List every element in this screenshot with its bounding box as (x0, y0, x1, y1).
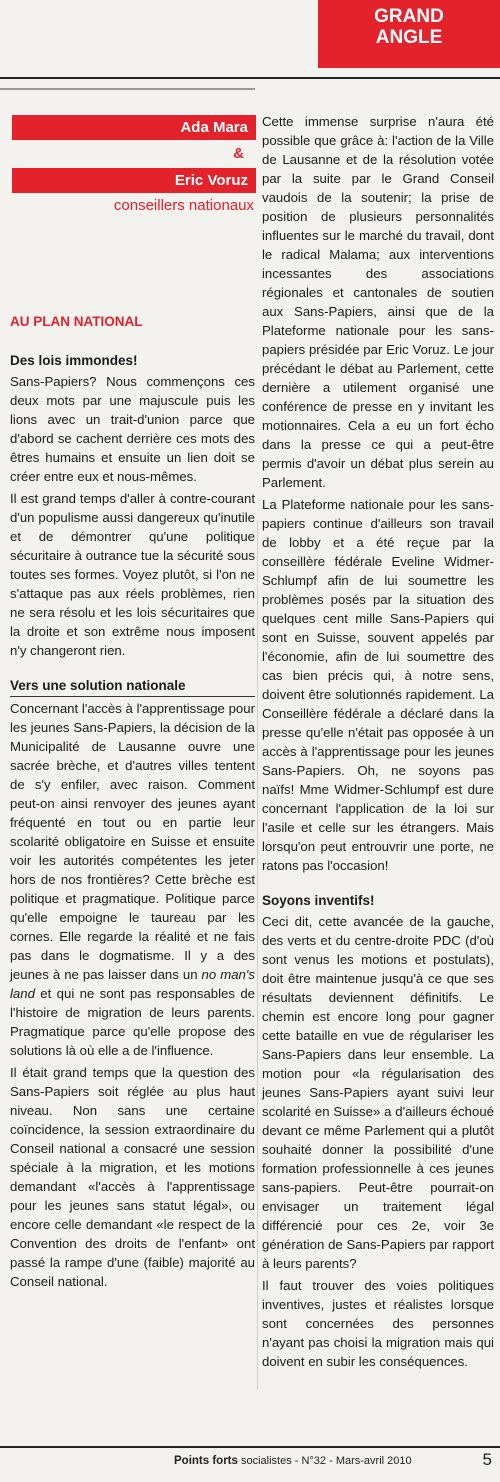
subheading-1: Des lois immondes! (10, 353, 138, 368)
author-role: conseillers nationaux (113, 197, 254, 214)
paragraph-1: Sans-Papiers? Nous commençons ces deux mots par une majuscule puis les lions avec un trait-d'union parce que d'abord se cachent derrière ces mots des êtres humains et ensuite un lien doit se créer entre eux et nous-mêmes. (10, 374, 255, 484)
right-column (262, 112, 494, 1374)
footer (174, 1455, 412, 1467)
author-2: Eric Voruz (12, 168, 256, 193)
author-1: Ada Mara (12, 115, 256, 140)
section-label: AU PLAN NATIONAL (10, 314, 143, 329)
top-rule (0, 77, 500, 79)
footer-info: socialistes - N°32 - Mars-avril 2010 (237, 1455, 412, 1467)
paragraph-8: Il faut trouver des voies politiques inventives, justes et réalistes lorsque sont concernées des personnes n'ayant pas choisi la migration mais qui doivent en subir les conséquences. (262, 1278, 494, 1369)
paragraph-3: Concernant l'accès à l'apprentissage pour les jeunes Sans-Papiers, la décision de la Municipalité de Lausanne ouvre une sacrée brèche, et d'autres villes tentent de s'y enfiler, avec raison. Comment peut-on ainsi renvoyer des jeunes ayant fréquenté en tout ou en partie leur scolarité obligatoire en Suisse et ensuite voir les autorités compétentes les jeter hors de nos frontières? Cette brèche est politique et pragmatique. Politique parce qu'elle empoigne le taureau par les cornes. Elle regarde la réalité et ne fais pas dans le dogmatisme. Il y a des jeunes à ne pas laisser dans un no man's land et qui ne sont pas responsables de l'histoire de migration de leurs parents. Pragmatique parce qu'elle propose des solutions là où elle a de l'influence. (10, 701, 255, 1058)
emphasis: no man's land (10, 967, 255, 1001)
subheading-2: Vers une solution nationale (10, 676, 255, 697)
paragraph-5: Cette immense surprise n'aura été possible que grâce à: l'action de la Ville de Lausanne et de la résolution votée par la suite par le Grand Conseil vaudois de la soutenir; la prise de position de plusieurs personnalités influentes sur le marché du travail, dont le radical Malama; aux interventions incessantes des associations régionales et cantonales de soutien aux Sans-Papiers, ainsi que de la Plateforme nationale pour les sans-papiers présidée par Eric Voruz. Le jour précédant le débat au Parlement, cette dernière a utilement organisé une conférence de presse en y invitant les motionnaires. Cela a eu un fort écho dans la presse ce qui a peut-être permis d'avoir un débat plus serein au Parlement. (262, 114, 494, 490)
footer-title: Points forts (174, 1455, 238, 1467)
column-divider (257, 520, 258, 1390)
section-tag-line2: ANGLE (375, 27, 443, 48)
ampersand: & (233, 145, 244, 162)
paragraph-4: Il était grand temps que la question des Sans-Papiers soit réglée au plus haut niveau. Non sans une certaine coïncidence, la session extraordinaire du Conseil national a consacré une session spéciale à la migration, et les motions demandant «l'accès à l'apprentissage pour les jeunes sans statut légal», ou encore celle demandant «le respect de la Convention des droits de l'enfant» ont passé la rampe d'une (faible) majorité au Conseil national. (10, 1065, 255, 1289)
subheading-3: Soyons inventifs! (262, 893, 375, 908)
byline (12, 115, 256, 214)
paragraph-2: Il est grand temps d'aller à contre-courant d'un populisme aussi dangereux qu'inutile et de démontrer qu'une politique sécuritaire à outrance tue la sécurité sous toutes ses formes. Voyez plutôt, si l'on ne s'attaque pas aux réels problèmes, rien ne sera résolu et les lois sécuritaires que la droite et son extrême nous imposent n'y changeront rien. (10, 491, 255, 658)
footer-rule (0, 1446, 500, 1448)
section-tag-line1: GRAND (374, 6, 444, 27)
paragraph-6: La Plateforme nationale pour les sans-papiers continue d'ailleurs son travail de lobby et a été reçue par la conseillère fédérale Eveline Widmer-Schlumpf afin de lui soumettre les problèmes posés par la situation des quelques cent mille Sans-Papiers qui sont en Suisse, souvent appelés par l'économie, afin de lui soumettre des cas bien précis qui, à notre sens, doivent être solutionnés rapidement. La Conseillère fédérale a déclaré dans la presse qu'elle n'était pas opposée à un accès à l'apprentissage pour les jeunes Sans-Papiers. Oh, ne soyons pas naïfs! Mme Widmer-Schlumpf est dure concernant l'application de la loi sur l'asile et celle sur les étrangers. Mais lorsqu'on peut entrouvrir une porte, ne ratons pas l'occasion! (262, 497, 494, 873)
paragraph-7: Ceci dit, cette avancée de la gauche, des verts et du centre-droite PDC (d'où sont venus les motions et postulats), doit être maintenue jusqu'à ce que ses résultats deviennent définitifs. Le chemin est encore long pour gagner cette bataille en vue de régulariser les Sans-Papiers dans leur ensemble. La motion pour «la régularisation des jeunes Sans-Papiers ayant suivi leur scolarité en Suisse» a d'ailleurs échoué devant ce même Parlement qui a plutôt souhaité donner la possibilité d'une formation professionnelle à ces jeunes sans-papiers. Peut-être pourrait-on envisager un traitement légal différencié pour ces 2e, voir 3e génération de Sans-Papiers par rapport à leurs parents? (262, 914, 494, 1271)
page-number: 5 (482, 1450, 492, 1469)
left-column (10, 312, 255, 1294)
left-top-line (0, 88, 255, 90)
section-tag (318, 0, 500, 68)
